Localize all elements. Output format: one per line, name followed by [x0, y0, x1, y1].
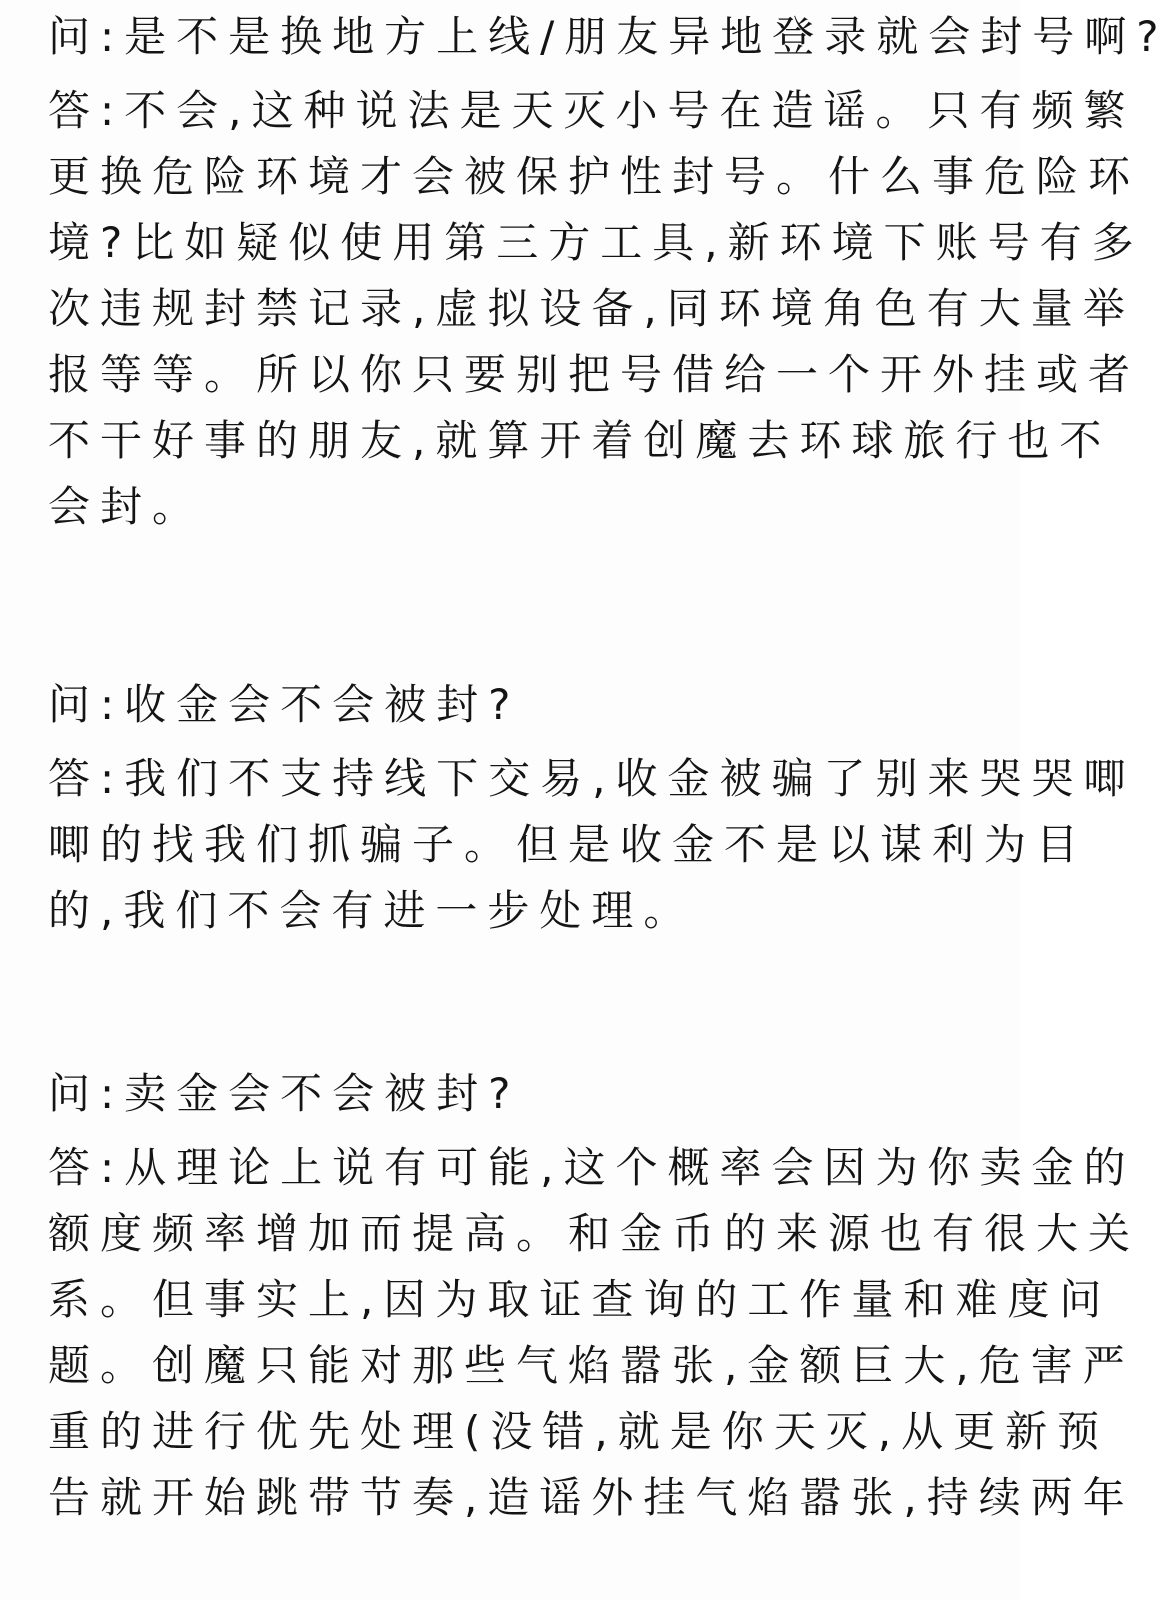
answer-line: 次违规封禁记录,虚拟设备,同环境角色有大量举	[48, 284, 1135, 333]
question-text: 问:收金会不会被封?	[48, 680, 521, 729]
answer-line: 境?比如疑似使用第三方工具,新环境下账号有多	[48, 218, 1144, 267]
answer-line: 的,我们不会有进一步处理。	[48, 886, 696, 935]
answer-line: 额度频率增加而提高。和金币的来源也有很大关	[48, 1209, 1141, 1258]
answer-line: 答:不会,这种说法是天灭小号在造谣。只有频繁	[48, 86, 1136, 135]
answer-line: 题。创魔只能对那些气焰嚣张,金额巨大,危害严	[48, 1341, 1135, 1390]
answer-line: 更换危险环境才会被保护性封号。什么事危险环	[48, 152, 1141, 201]
answer-line: 答:我们不支持线下交易,收金被骗了别来哭哭唧	[48, 754, 1136, 803]
answer-line: 告就开始跳带节奏,造谣外挂气焰嚣张,持续两年	[48, 1473, 1135, 1522]
answer-text	[48, 746, 1136, 944]
answer-line: 会封。	[48, 482, 205, 531]
answer-line: 重的进行优先处理(没错,就是你天灭,从更新预	[48, 1407, 1110, 1456]
qa-block-relogin-ban	[48, 4, 1169, 540]
answer-text	[48, 78, 1144, 540]
answer-line: 报等等。所以你只要别把号借给一个开外挂或者	[48, 350, 1141, 399]
question-text: 问:卖金会不会被封?	[48, 1069, 521, 1118]
answer-line: 不干好事的朋友,就算开着创魔去环球旅行也不	[48, 416, 1112, 465]
answer-line: 系。但事实上,因为取证查询的工作量和难度问	[48, 1275, 1112, 1324]
answer-line: 唧的找我们抓骗子。但是收金不是以谋利为目	[48, 820, 1089, 869]
qa-block-selling-gold	[48, 1061, 1141, 1531]
qa-block-buying-gold	[48, 672, 1136, 944]
answer-text	[48, 1135, 1141, 1531]
answer-line: 答:从理论上说有可能,这个概率会因为你卖金的	[48, 1143, 1136, 1192]
question-text: 问:是不是换地方上线/朋友异地登录就会封号啊?	[48, 12, 1169, 61]
